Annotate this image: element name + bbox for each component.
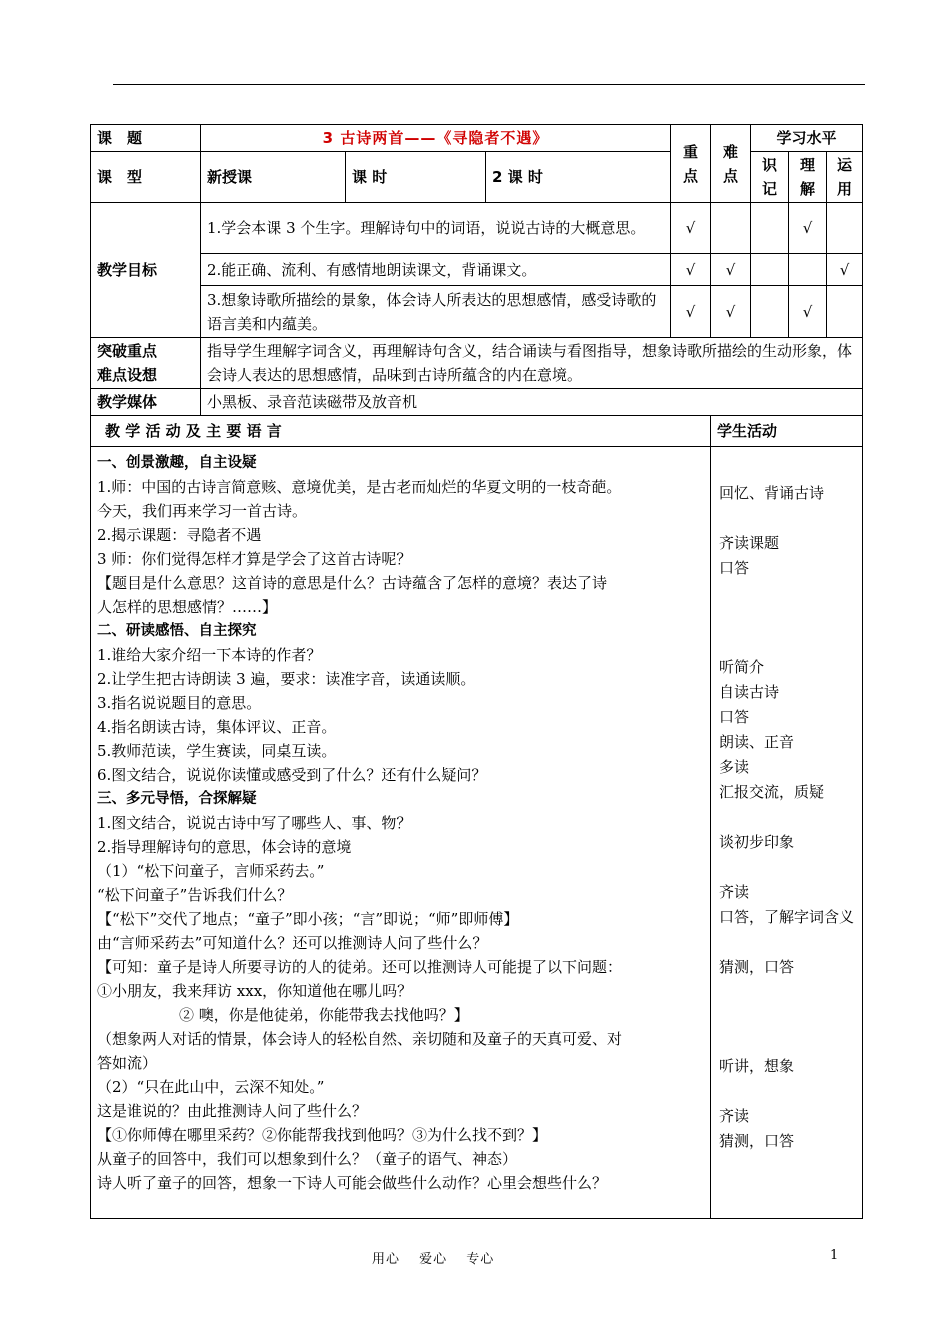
student-activity: 谈初步印象 [719,833,795,851]
label-lesson-type: 课 型 [91,152,201,203]
label-breakthrough-line1: 突破重点 [97,342,158,360]
activities-header: 教 学 活 动 及 主 要 语 言 [91,416,711,447]
activity-line: 2.指导理解诗句的意思，体会诗的意境 [97,838,352,856]
activity-line: 从童子的回答中，我们可以想象到什么？（童子的语气、神态） [97,1150,518,1168]
section-heading: 二、研读感悟、自主探究 [97,623,257,639]
activity-line: 【“松下”交代了地点；“童子”即小孩；“言”即说；“师”即师傅】 [97,910,519,928]
section-heading: 三、多元导悟，合探解疑 [97,791,257,807]
activity-line: 【题目是什么意思？这首诗的意思是什么？古诗蕴含了怎样的意境？表达了诗 [97,574,608,592]
goal-2-nd: √ [711,254,751,286]
goal-3-nd: √ [711,286,751,338]
activity-line: 1.图文结合，说说古诗中写了哪些人、事、物？ [97,814,412,832]
goal-1-nd [711,203,751,254]
activity-line: 答如流） [97,1054,158,1072]
lesson-type-value: 新授课 [201,152,346,203]
activity-line: “松下问童子”告诉我们什么？ [97,886,293,904]
student-activity: 齐读课题 [719,534,780,552]
col-shiji: 识记 [751,152,789,203]
goal-text-1: 1.学会本课 3 个生字。理解诗句中的词语，说说古诗的大概意思。 [201,203,671,254]
goal-3-zd: √ [671,286,711,338]
label-subject: 课 题 [91,125,201,152]
student-activity: 口答，了解字词含义 [719,908,855,926]
student-activities-header: 学生活动 [711,416,863,447]
student-activities [711,447,863,1219]
student-activity: 齐读 [719,1107,750,1125]
activity-line: 2.揭示课题：寻隐者不遇 [97,526,262,544]
goal-3-lj: √ [789,286,827,338]
label-media: 教学媒体 [91,389,201,416]
activity-line: 【可知：童子是诗人所要寻访的人的徒弟。还可以推测诗人可能提了以下问题： [97,958,623,976]
col-learning-level: 学习水平 [751,125,863,152]
col-nandian: 难点 [711,125,751,203]
student-activity: 猜测，口答 [719,958,795,976]
label-breakthrough [91,338,201,389]
student-activity: 自读古诗 [719,683,780,701]
activity-line: （想象两人对话的情景，体会诗人的轻松自然、亲切随和及童子的天真可爱、对 [97,1030,623,1048]
activity-line: 诗人听了童子的回答，想象一下诗人可能会做些什么动作？心里会想些什么？ [97,1174,608,1192]
header-rule [113,84,865,85]
student-activity: 汇报交流，质疑 [719,783,825,801]
activity-line: 【①你师傅在哪里采药？②你能帮我找到他吗？③为什么找不到？】 [97,1126,548,1144]
activity-line: 人怎样的思想感情？……】 [97,598,278,616]
label-teaching-goals: 教学目标 [91,203,201,338]
activity-line: 这是谁说的？由此推测诗人问了些什么？ [97,1102,368,1120]
breakthrough-text: 指导学生理解字词含义，再理解诗句含义，结合诵读与看图指导，想象诗歌所描绘的生动形象，体会诗人表达的思想感情，品味到古诗所蕴含的内在意境。 [201,338,863,389]
activity-line: （2）“只在此山中，云深不知处。” [97,1078,325,1096]
goal-2-yy: √ [827,254,863,286]
student-activity: 口答 [719,559,750,577]
goal-3-sj [751,286,789,338]
activity-line: 4.指名朗读古诗，集体评议、正音。 [97,718,337,736]
goal-1-sj [751,203,789,254]
col-lijie: 理解 [789,152,827,203]
footer-motto: 用心 爱心 专心 [372,1252,495,1267]
goal-text-3: 3.想象诗歌所描绘的景象，体会诗人所表达的思想感情，感受诗歌的语言美和内蕴美。 [201,286,671,338]
student-activity: 口答 [719,708,750,726]
activity-line: ①小朋友，我来拜访 xxx，你知道他在哪儿吗？ [97,982,413,1000]
teaching-activities [91,447,711,1219]
label-breakthrough-line2: 难点设想 [97,366,158,384]
activity-line: （1）“松下问童子，言师采药去。” [97,862,325,880]
hours-value: 2 课 时 [486,152,671,203]
student-activity: 听讲，想象 [719,1057,795,1075]
page-number: 1 [830,1248,839,1263]
activity-line: ② 噢，你是他徒弟，你能带我去找他吗？】 [179,1006,469,1024]
activity-line: 1.师：中国的古诗言简意赅、意境优美，是古老而灿烂的华夏文明的一枝奇葩。 [97,478,622,496]
goal-2-zd: √ [671,254,711,286]
student-activity: 朗读、正音 [719,733,795,751]
goal-1-yy [827,203,863,254]
activity-line: 3.指名说说题目的意思。 [97,694,262,712]
activity-line: 今天，我们再来学习一首古诗。 [97,502,308,520]
student-activity: 回忆、背诵古诗 [719,484,825,502]
student-activity: 齐读 [719,883,750,901]
student-activity: 听简介 [719,658,765,676]
student-activity: 猜测，口答 [719,1132,795,1150]
section-heading: 一、创景激趣，自主设疑 [97,455,257,471]
activity-line: 5.教师范读，学生赛读，同桌互读。 [97,742,337,760]
goal-3-yy [827,286,863,338]
goal-2-sj [751,254,789,286]
goal-2-lj [789,254,827,286]
lesson-plan-table [90,124,863,1219]
goal-1-zd: √ [671,203,711,254]
activity-line: 2.让学生把古诗朗读 3 遍，要求：读准字音，读通读顺。 [97,670,476,688]
col-zhongdian: 重点 [671,125,711,203]
page-title: 3 古诗两首——《寻隐者不遇》 [201,125,671,152]
student-activity: 多读 [719,758,750,776]
activity-line: 由“言师采药去”可知道什么？还可以推测诗人问了些什么？ [97,934,488,952]
goal-text-2: 2.能正确、流利、有感情地朗读课文，背诵课文。 [201,254,671,286]
col-yunyong: 运用 [827,152,863,203]
activity-line: 6.图文结合，说说你读懂或感受到了什么？还有什么疑问？ [97,766,487,784]
activity-line: 3 师：你们觉得怎样才算是学会了这首古诗呢？ [97,550,412,568]
label-hours: 课 时 [346,152,486,203]
media-text: 小黑板、录音范读磁带及放音机 [201,389,863,416]
goal-1-lj: √ [789,203,827,254]
activity-line: 1.谁给大家介绍一下本诗的作者？ [97,646,322,664]
